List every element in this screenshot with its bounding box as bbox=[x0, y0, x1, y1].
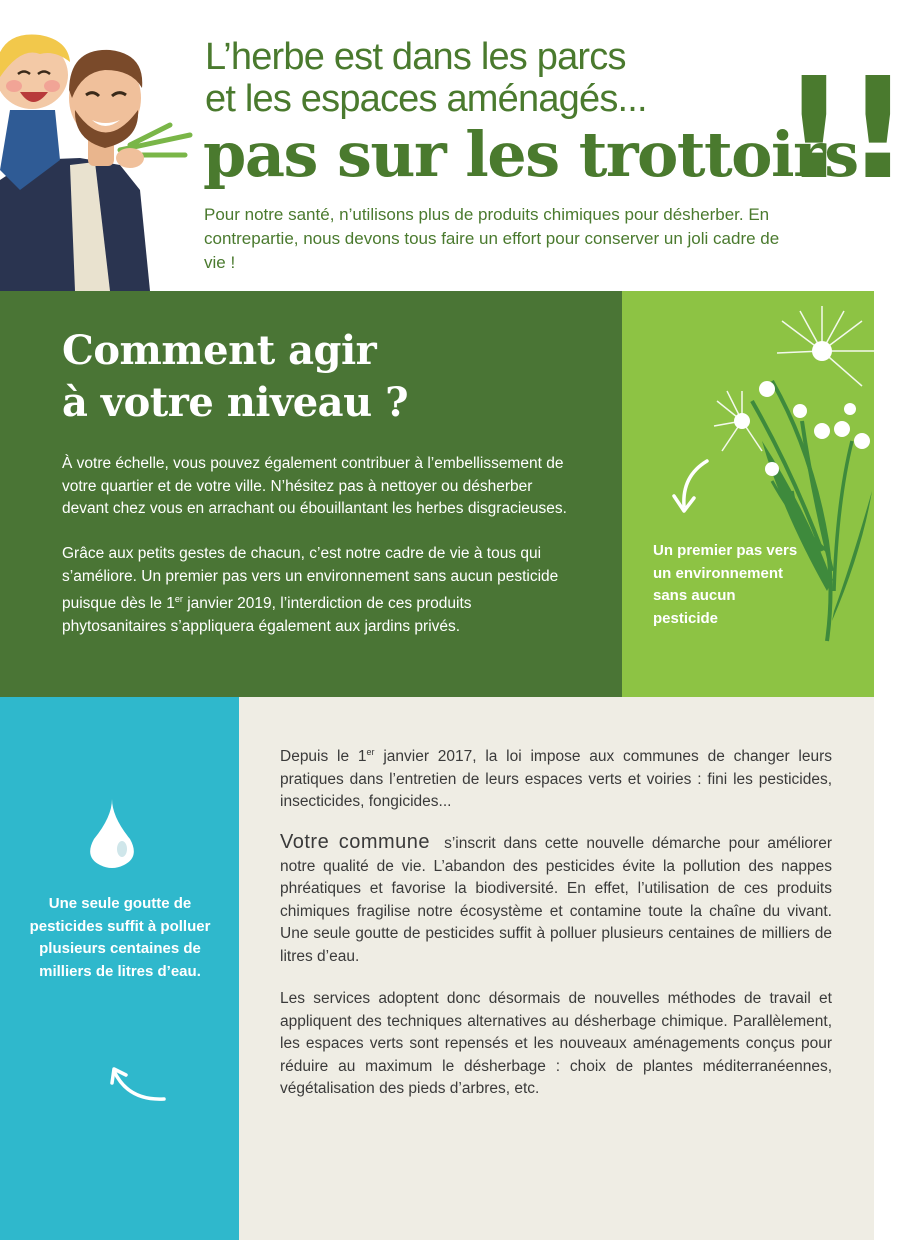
commune-label: Votre commune bbox=[280, 831, 431, 853]
dandelion-illustration bbox=[622, 291, 874, 697]
green-sidebar bbox=[622, 291, 874, 697]
law-paragraph-1: Depuis le 1er janvier 2017, la loi impose aux communes de changer leurs pratiques dans l’entretien de leurs espaces verts et voiries : fini les pesticides, insecticides, fongicides... bbox=[280, 747, 833, 811]
title-line-2: et les espaces aménagés... bbox=[205, 78, 647, 120]
green-caption: Un premier pas vers un environnement sans aucun pesticide bbox=[653, 542, 798, 627]
header bbox=[0, 0, 910, 291]
exclamation-marks: !! bbox=[782, 48, 910, 211]
action-section bbox=[0, 291, 622, 697]
action-heading-line1: Comment agir bbox=[62, 327, 377, 374]
father-child-illustration bbox=[0, 40, 200, 291]
action-heading-line2: à votre niveau ? bbox=[62, 379, 409, 426]
law-paragraph-3: Les services adoptent donc désormais de nouvelles méthodes de travail et appliquent des techniques alternatives au désherbage chimique. Parallèlement, les espaces verts sont repensés et les nouveaux aménagements conçus pour réduire au maximum le désherbage : choix de plantes méditerranéennes, végétalisation des pieds d’arbres, etc. bbox=[280, 990, 832, 1097]
blue-caption: Une seule goutte de pesticides suffit à polluer plusieurs centaines de milliers de litres d’eau. bbox=[29, 895, 211, 980]
title-line-1: L’herbe est dans les parcs bbox=[205, 36, 626, 78]
title-line-3: pas sur les trottoirs bbox=[203, 118, 858, 191]
law-section bbox=[239, 697, 874, 1240]
law-paragraph-2: Votre commune s’inscrit dans cette nouvelle démarche pour améliorer notre qualité de vie. L’abandon des pesticides évite la pollution des nappes phréatiques et favorise la biodiversité. En effet, l’utilisation de ces produits chimiques fragilise notre écosystème et contamine toute la chaîne du vivant. Une seule goutte de pesticides suffit à polluer plusieurs centaines de milliers de litres d’eau. bbox=[280, 831, 832, 965]
water-drop-icon bbox=[86, 797, 138, 869]
action-heading bbox=[62, 325, 582, 429]
action-paragraph-1: À votre échelle, vous pouvez également contribuer à l’embellissement de votre quartier et de votre ville. N’hésitez pas à nettoyer ou désherber devant chez vous en arrachant ou ébouillantant les herbes disgracieuses. bbox=[62, 455, 567, 517]
curved-arrow-icon bbox=[108, 1061, 172, 1111]
action-paragraph-2: Grâce aux petits gestes de chacun, c’est notre cadre de vie à tous qui s’améliore. Un premier pas vers un environnement sans aucun pesticide puisque dès le 1er janvier 2019, l’interdiction de ces produits phytosanitaires s’appliquera également aux jardins privés. bbox=[62, 545, 559, 635]
intro-text: Pour notre santé, n’utilisons plus de produits chimiques pour désherber. En contrepartie, nous devons tous faire un effort pour conserver un joli cadre de vie ! bbox=[204, 205, 780, 272]
blue-sidebar bbox=[0, 697, 239, 1240]
